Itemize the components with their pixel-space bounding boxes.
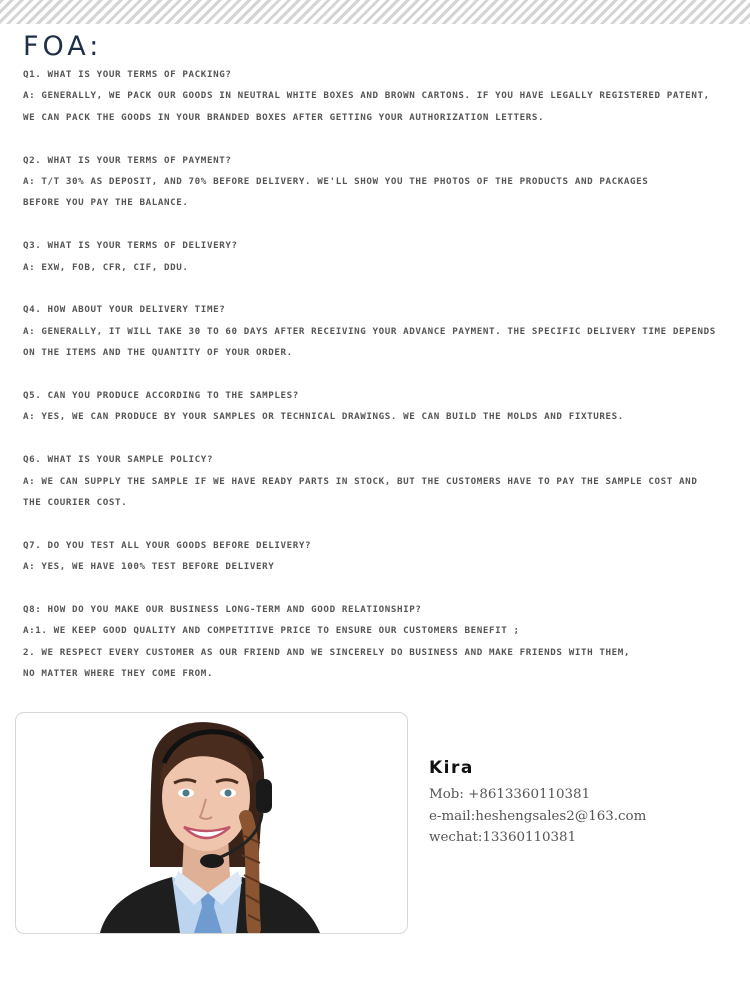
faq-question: Q4. HOW ABOUT YOUR DELIVERY TIME? xyxy=(23,304,226,316)
support-agent-portrait-icon xyxy=(90,717,330,933)
faq-item-q3 xyxy=(23,235,738,278)
faq-answer-line: A: EXW, FOB, CFR, CIF, DDU. xyxy=(23,261,189,273)
faq-answer-line: A:1. WE KEEP GOOD QUALITY AND COMPETITIVE PRICE TO ENSURE OUR CUSTOMERS BENEFIT ; xyxy=(23,625,520,637)
contact-email: e-mail:heshengsales2@163.com xyxy=(429,808,647,824)
faq-item-q6 xyxy=(23,449,738,513)
faq-answer-line: A: YES, WE CAN PRODUCE BY YOUR SAMPLES OR TECHNICAL DRAWINGS. WE CAN BUILD THE MOLDS AND FIXTURES. xyxy=(23,411,624,423)
faq-question: Q5. CAN YOU PRODUCE ACCORDING TO THE SAMPLES? xyxy=(23,390,299,402)
faq-answer-line: A: WE CAN SUPPLY THE SAMPLE IF WE HAVE READY PARTS IN STOCK, BUT THE CUSTOMERS HAVE TO PAY THE SAMPLE COST AND xyxy=(23,475,698,487)
faq-answer-line: A: T/T 30% AS DEPOSIT, AND 70% BEFORE DELIVERY. WE'LL SHOW YOU THE PHOTOS OF THE PRODUCTS AND PACKAGES xyxy=(23,176,649,188)
contact-photo-card xyxy=(15,712,408,934)
faq-answer-line: ON THE ITEMS AND THE QUANTITY OF YOUR ORDER. xyxy=(23,347,293,359)
page-title: FOA: xyxy=(23,31,103,62)
faq-answer-line: THE COURIER COST. xyxy=(23,497,128,509)
faq-answer-line: A: GENERALLY, IT WILL TAKE 30 TO 60 DAYS AFTER RECEIVING YOUR ADVANCE PAYMENT. THE SPECIFIC DELIVERY TIME DEPENDS xyxy=(23,325,716,337)
faq-answer-line: 2. WE RESPECT EVERY CUSTOMER AS OUR FRIEND AND WE SINCERELY DO BUSINESS AND MAKE FRIENDS WITH THEM, xyxy=(23,646,631,658)
decorative-stripe-bar xyxy=(0,0,750,24)
faq-item-q7 xyxy=(23,535,738,578)
faq-answer-line: BEFORE YOU PAY THE BALANCE. xyxy=(23,197,189,209)
faq-answer-line: A: GENERALLY, WE PACK OUR GOODS IN NEUTRAL WHITE BOXES AND BROWN CARTONS. IF YOU HAVE LEGALLY REGISTERED PATENT, xyxy=(23,90,710,102)
faq-item-q8 xyxy=(23,599,738,685)
faq-item-q5 xyxy=(23,385,738,428)
faq-answer-line: WE CAN PACK THE GOODS IN YOUR BRANDED BOXES AFTER GETTING YOUR AUTHORIZATION LETTERS. xyxy=(23,111,545,123)
faq-question: Q7. DO YOU TEST ALL YOUR GOODS BEFORE DELIVERY? xyxy=(23,539,312,551)
faq-item-q2 xyxy=(23,150,738,214)
contact-wechat: wechat:13360110381 xyxy=(429,830,577,845)
contact-mobile: Mob: +8613360110381 xyxy=(429,787,591,802)
faq-section xyxy=(23,64,738,706)
faq-question: Q3. WHAT IS YOUR TERMS OF DELIVERY? xyxy=(23,240,238,252)
faq-question: Q6. WHAT IS YOUR SAMPLE POLICY? xyxy=(23,454,214,466)
faq-question: Q1. WHAT IS YOUR TERMS OF PACKING? xyxy=(23,69,232,80)
contact-info xyxy=(429,756,646,849)
faq-item-q1 xyxy=(23,64,738,128)
faq-question: Q2. WHAT IS YOUR TERMS OF PAYMENT? xyxy=(23,154,232,166)
faq-answer-line: NO MATTER WHERE THEY COME FROM. xyxy=(23,668,214,680)
faq-item-q4 xyxy=(23,299,738,363)
faq-answer-line: A: YES, WE HAVE 100% TEST BEFORE DELIVERY xyxy=(23,561,275,573)
contact-name: Kira xyxy=(429,758,474,778)
faq-question: Q8: HOW DO YOU MAKE OUR BUSINESS LONG-TERM AND GOOD RELATIONSHIP? xyxy=(23,604,422,616)
